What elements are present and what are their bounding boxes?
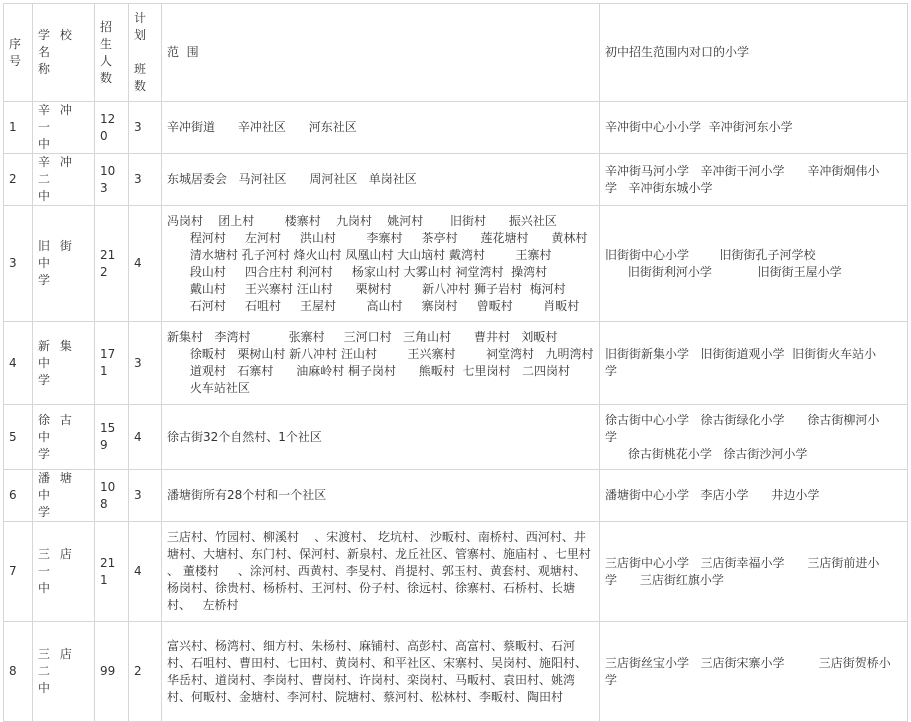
row-enrollment: 15 9 <box>95 405 129 470</box>
row-primary-schools: 辛冲街马河小学 辛冲街干河小学 辛冲街炯伟小 学 辛冲街东城小学 <box>600 154 908 206</box>
row-index: 6 <box>4 470 33 522</box>
row-index: 3 <box>4 206 33 322</box>
row-scope: 徐古街32个自然村、1个社区 <box>162 405 600 470</box>
row-scope: 三店村、竹园村、柳溪村 、宋渡村、 圪坑村、 沙畈村、南桥村、西河村、井塘村、大塘村、东门村、保河村、新泉村、龙丘社区、管寨村、施庙村 、七里村 、 董楼村 、涂河村、西黄村、李旻村、肖提村、郭玉村、黄套村、观塘村、杨岗村、徐贵村、杨桥村、王河村、份子村、徐远村、徐寨村、石桥村、长塘村、 左桥村 <box>162 522 600 622</box>
header-primary-schools: 初中招生范围内对口的小学 <box>600 4 908 102</box>
table-row <box>4 206 908 322</box>
row-index: 5 <box>4 405 33 470</box>
row-school-name: 旧 街 中 学 <box>33 206 95 322</box>
row-enrollment: 17 1 <box>95 322 129 405</box>
header-index: 序 号 <box>4 4 33 102</box>
row-primary-schools: 徐古街中心小学 徐古街绿化小学 徐古街柳河小 学 徐古街桃花小学 徐古街沙河小学 <box>600 405 908 470</box>
row-index: 2 <box>4 154 33 206</box>
row-primary-schools: 潘塘街中心小学 李店小学 井边小学 <box>600 470 908 522</box>
table-row <box>4 102 908 154</box>
row-index: 8 <box>4 622 33 722</box>
row-primary-schools: 三店街中心小学 三店街幸福小学 三店街前进小 学 三店街红旗小学 <box>600 522 908 622</box>
row-planned-classes: 3 <box>129 102 162 154</box>
row-planned-classes: 4 <box>129 405 162 470</box>
row-school-name: 新 集 中 学 <box>33 322 95 405</box>
row-enrollment: 21 1 <box>95 522 129 622</box>
row-planned-classes: 2 <box>129 622 162 722</box>
row-planned-classes: 3 <box>129 470 162 522</box>
header-enrollment: 招 生 人 数 <box>95 4 129 102</box>
row-enrollment: 10 8 <box>95 470 129 522</box>
table-row <box>4 405 908 470</box>
table-row <box>4 154 908 206</box>
table-row <box>4 622 908 722</box>
header-school-name: 学 校 名 称 <box>33 4 95 102</box>
header-planned-classes: 计 划 班 数 <box>129 4 162 102</box>
row-planned-classes: 3 <box>129 154 162 206</box>
row-primary-schools: 三店街丝宝小学 三店街宋寨小学 三店街贺桥小 学 <box>600 622 908 722</box>
row-scope: 新集村 李湾村 张寨村 三河口村 三角山村 曹井村 刘畈村 徐畈村 栗树山村 新八冲村 汪山村 王兴寨村 祠堂湾村 九明湾村 道观村 石寨村 油麻岭村 桐子岗村 熊畈村 七里岗村 二四岗村 火车站社区 <box>162 322 600 405</box>
row-school-name: 三 店 二 中 <box>33 622 95 722</box>
row-index: 7 <box>4 522 33 622</box>
row-primary-schools: 辛冲街中心小小学 辛冲街河东小学 <box>600 102 908 154</box>
row-school-name: 三 店 一 中 <box>33 522 95 622</box>
row-school-name: 辛 冲 一 中 <box>33 102 95 154</box>
row-planned-classes: 3 <box>129 322 162 405</box>
header-scope: 范 围 <box>162 4 600 102</box>
table-row <box>4 322 908 405</box>
row-primary-schools: 旧街街中心小学 旧街街孔子河学校 旧街街利河小学 旧街街王屋小学 <box>600 206 908 322</box>
row-enrollment: 21 2 <box>95 206 129 322</box>
table-row <box>4 470 908 522</box>
enrollment-table <box>3 3 908 722</box>
row-scope: 辛冲街道 辛冲社区 河东社区 <box>162 102 600 154</box>
table-row <box>4 522 908 622</box>
row-planned-classes: 4 <box>129 206 162 322</box>
table-header-row <box>4 4 908 102</box>
row-enrollment: 10 3 <box>95 154 129 206</box>
row-index: 1 <box>4 102 33 154</box>
row-school-name: 徐 古 中 学 <box>33 405 95 470</box>
row-scope: 冯岗村 团上村 楼寨村 九岗村 姚河村 旧街村 振兴社区 程河村 左河村 洪山村 李寨村 茶亭村 莲花塘村 黄林村 清水塘村 孔子河村 烽火山村 凤凰山村 大山垴村 戴湾村 王寨村 段山村 四合庄村 利河村 杨家山村 大雾山村 祠堂湾村 操湾村 戴山村 王兴寨村 汪山村 栗树村 新八冲村 狮子岩村 梅河村 石河村 石咀村 王屋村 高山村 寨岗村 曾畈村 肖畈村 <box>162 206 600 322</box>
row-school-name: 潘 塘 中 学 <box>33 470 95 522</box>
row-scope: 东城居委会 马河社区 周河社区 单岗社区 <box>162 154 600 206</box>
row-school-name: 辛 冲 二 中 <box>33 154 95 206</box>
row-enrollment: 12 0 <box>95 102 129 154</box>
row-enrollment: 99 <box>95 622 129 722</box>
row-planned-classes: 4 <box>129 522 162 622</box>
row-scope: 富兴村、杨湾村、细方村、朱杨村、麻铺村、高彭村、高富村、蔡畈村、石河村、石咀村、曹田村、七田村、黄岗村、和平社区、宋寨村、吴岗村、施阳村、华岳村、道岗村、李岗村、曹岗村、许岗村、栾岗村、马畈村、袁田村、姚湾村、何畈村、金塘村、李河村、院塘村、蔡河村、松林村、李畈村、陶田村 <box>162 622 600 722</box>
row-primary-schools: 旧街街新集小学 旧街街道观小学 旧街街火车站小 学 <box>600 322 908 405</box>
row-index: 4 <box>4 322 33 405</box>
row-scope: 潘塘街所有28个村和一个社区 <box>162 470 600 522</box>
